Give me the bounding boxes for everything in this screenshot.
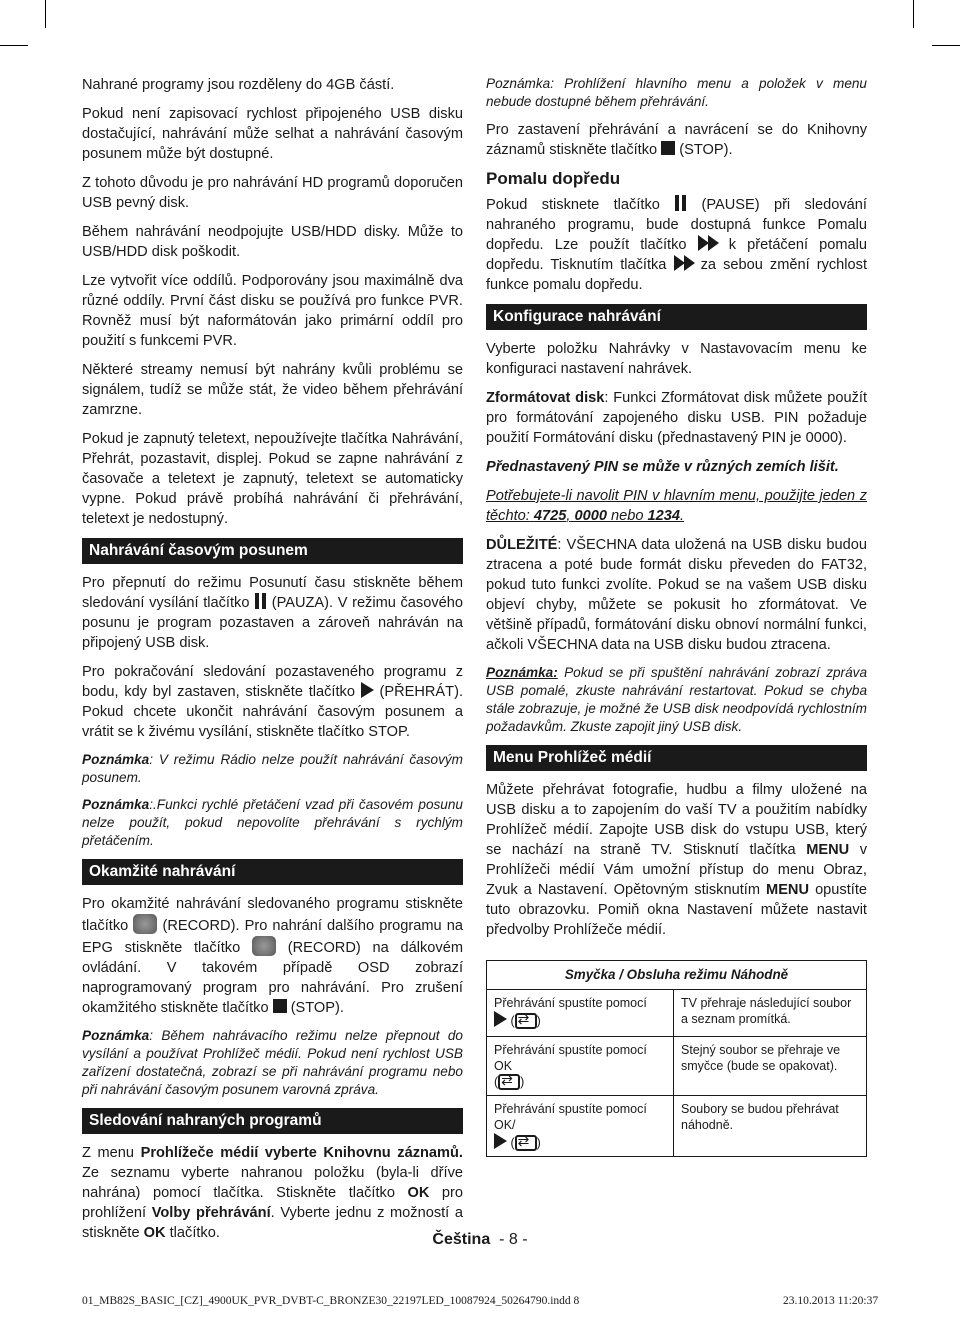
table-title: Smyčka / Obsluha režimu Náhodně [487,961,867,990]
record-icon [133,914,157,934]
paragraph: Můžete přehrávat fotografie, hudbu a filmy uložené na USB disku a to zapojením do vaší TV a použitím nabídky Prohlížeč médií. Zapojte USB disk do vstupu USB, který se nachází na straně TV. Stisknutí tlačítka MENU v Prohlížeči médií Vám umožní přístup do menu Obraz, Zvuk a Nastavení. Opětovným stisknutím MENU opustíte tuto obrazovku. Pomiň okna Nastavení můžete nastavit předvolby Prohlížeče médií. [486,782,867,938]
paragraph: Zformátovat disk: Funkci Zformátovat disk můžete použít pro formátování zapojeného disku USB. PIN požaduje použití Formátování disku (přednastavený PIN je 0000). [486,390,868,446]
play-icon [494,1133,507,1149]
section-title-media-browser: Menu Prohlížeč médií [486,745,867,771]
paragraph: DŮLEŽITÉ: VŠECHNA data uložená na USB disku budou ztracena a poté bude formát disku převeden do FAT32, pokud tuto funkci zvolíte. Pokud se na vašem USB disku objeví chyby, můžete se pokusit ho zformátovat. Ve většině případů, formátování disku obnoví normální funkci, ačkoli VŠECHNA data na USB disku budou ztracena. [486,537,867,653]
crop-mark-top-right [913,0,914,28]
play-icon [361,682,374,698]
page-footer: Čeština - 8 - [432,1231,528,1248]
paragraph: Některé streamy nemusí být nahrány kvůli problému se signálem, tudíž se může stát, že video během přehrávání zamrzne. [82,362,463,418]
paragraph: Pro okamžité nahrávání sledovaného programu stiskněte tlačítko (RECORD). Pro nahrání dalšího programu na EPG stiskněte tlačítko (RECORD) na dálkovém ovládání. V takovém případě OSD zobrazí naprogramovaný program pro nahrávání. Pro zrušení okamžitého stiskněte tlačítko (STOP). [82,896,464,1016]
paragraph: Pokud stisknete tlačítko (PAUSE) při sledování nahraného programu, bude dostupná funkce Pomalu dopředu. Lze použít tlačítko k přetáčení pomalu dopředu. Tisknutím tlačítka za sebou změní rychlost funkce pomalu dopředu. [486,197,867,293]
stop-icon [661,141,675,155]
table-row: Přehrávání spustíte pomocí OK/ (⇄ ) Soubory se budou přehrávat náhodně. [487,1096,867,1157]
table-row: Přehrávání spustíte pomocí OK (⇄ ) Stejný soubor se přehraje ve smyčce (bude se opakovat). [487,1037,867,1096]
left-column [82,75,463,1252]
pin-warning: Přednastavený PIN se může v různých zemích lišit. [486,459,839,475]
pin-codes: Potřebujete-li navolit PIN v hlavním menu, použijte jeden z těchto: 4725, 0000 nebo 1234. [486,488,867,524]
paragraph: Během nahrávání neodpojujte USB/HDD disky. Může to USB/HDD disk poškodit. [82,224,463,260]
note: Poznámka: V režimu Rádio nelze použít nahrávání časovým posunem. [82,752,463,785]
record-icon [252,936,276,956]
note: Poznámka: Prohlížení hlavního menu a položek v menu nebude dostupné během přehrávání. [486,76,867,109]
repeat-icon [498,1074,520,1090]
crop-mark-top-left [45,0,46,28]
note: Poznámka: Pokud se při spuštění nahrávání zobrazí zpráva USB pomalé, zkuste nahrávání restartovat. Pokud se chyba stále zobrazuje, je možné že USB disk neodpovídá rychlostním požadavkům. Zkuste zapojit jiný USB disk. [486,665,868,734]
right-column [486,75,867,949]
heading-slow-forward: Pomalu dopředu [486,169,621,188]
crop-mark-top-left-h [0,45,28,46]
paragraph: Pokud je zapnutý teletext, nepoužívejte tlačítka Nahrávání, Přehrát, pozastavit, displej. Pokud se zapne nahrávání z časovače a teletext je zapnutý, teletext se automaticky vypne. Pokud právě probíhá nahrávání či přehrávání, teletext je nedostupný. [82,431,463,527]
play-icon [494,1011,507,1027]
repeat-icon [515,1013,537,1029]
table-row: Přehrávání spustíte pomocí (⇄ ) TV přehraje následující soubor a seznam promítká. [487,990,867,1037]
note: Poznámka:.Funkci rychlé přetáčení vzad při časovém posunu nelze použít, pokud nepovolíte přehrávání s rychlým přetáčením. [82,797,463,848]
paragraph: Pro zastavení přehrávání a navrácení se do Knihovny záznamů stiskněte tlačítko (STOP). [486,122,867,158]
section-title-timeshift: Nahrávání časovým posunem [82,538,463,564]
pause-icon [674,195,687,211]
paragraph: Vyberte položku Nahrávky v Nastavovacím menu ke konfiguraci nastavení nahrávek. [486,341,867,377]
file-date: 23.10.2013 11:20:37 [783,1295,879,1307]
note: Poznámka: Během nahrávacího režimu nelze přepnout do vysílání a používat Prohlížeč médií. Pokud není rychlost USB zařízení dostatečná, zobrazí se při nahrávání programu nebo při nahrávání časovým posunem varovná zpráva. [82,1028,463,1097]
crop-mark-top-right-h [932,45,960,46]
shuffle-icon [515,1135,537,1151]
paragraph: Pro přepnutí do režimu Posunutí času stiskněte během sledování vysílání tlačítko (PAUZA). V režimu časového posunu je program pozastaven a zároveň nahráván na připojený USB disk. [82,575,463,651]
paragraph: Z tohoto důvodu je pro nahrávání HD programů doporučen USB pevný disk. [82,175,463,211]
loop-shuffle-table [486,960,867,1157]
stop-icon [273,999,287,1013]
paragraph: Z menu Prohlížeče médií vyberte Knihovnu záznamů. Ze seznamu vyberte nahranou položku (byla-li dříve nahrána) pomocí tlačítka. Stiskněte tlačítko OK pro prohlížení Volby přehrávání. Vyberte jednu z možností a stiskněte OK tlačítko. [82,1145,463,1241]
paragraph: Lze vytvořit více oddílů. Podporovány jsou maximálně dva různé oddíly. První část disku se používá pro funkce PVR. Rovněž musí být naformátován jako primární oddíl pro použití s funkcemi PVR. [82,273,463,349]
paragraph: Nahrané programy jsou rozděleny do 4GB částí. [82,77,395,93]
paragraph: Pokud není zapisovací rychlost připojeného USB disku dostačující, nahrávání může selhat a nahrávání časovým posunem může být dostupné. [82,106,463,162]
paragraph: Pro pokračování sledování pozastaveného programu z bodu, kdy byl zastaven, stiskněte tlačítko (PŘEHRÁT). Pokud chcete ukončit nahrávání časovým posunem a vrátit se k živému vysílání, stiskněte tlačítko STOP. [82,664,463,740]
file-slug: 01_MB82S_BASIC_[CZ]_4900UK_PVR_DVBT-C_BRONZE30_22197LED_10087924_50264790.indd 8 [82,1295,580,1307]
fast-forward-icon [684,255,695,271]
section-title-record-config: Konfigurace nahrávání [486,304,867,330]
section-title-watch-recorded: Sledování nahraných programů [82,1108,463,1134]
fast-forward-icon [708,235,719,251]
section-title-instant-record: Okamžité nahrávání [82,859,463,885]
pause-icon [254,593,267,609]
